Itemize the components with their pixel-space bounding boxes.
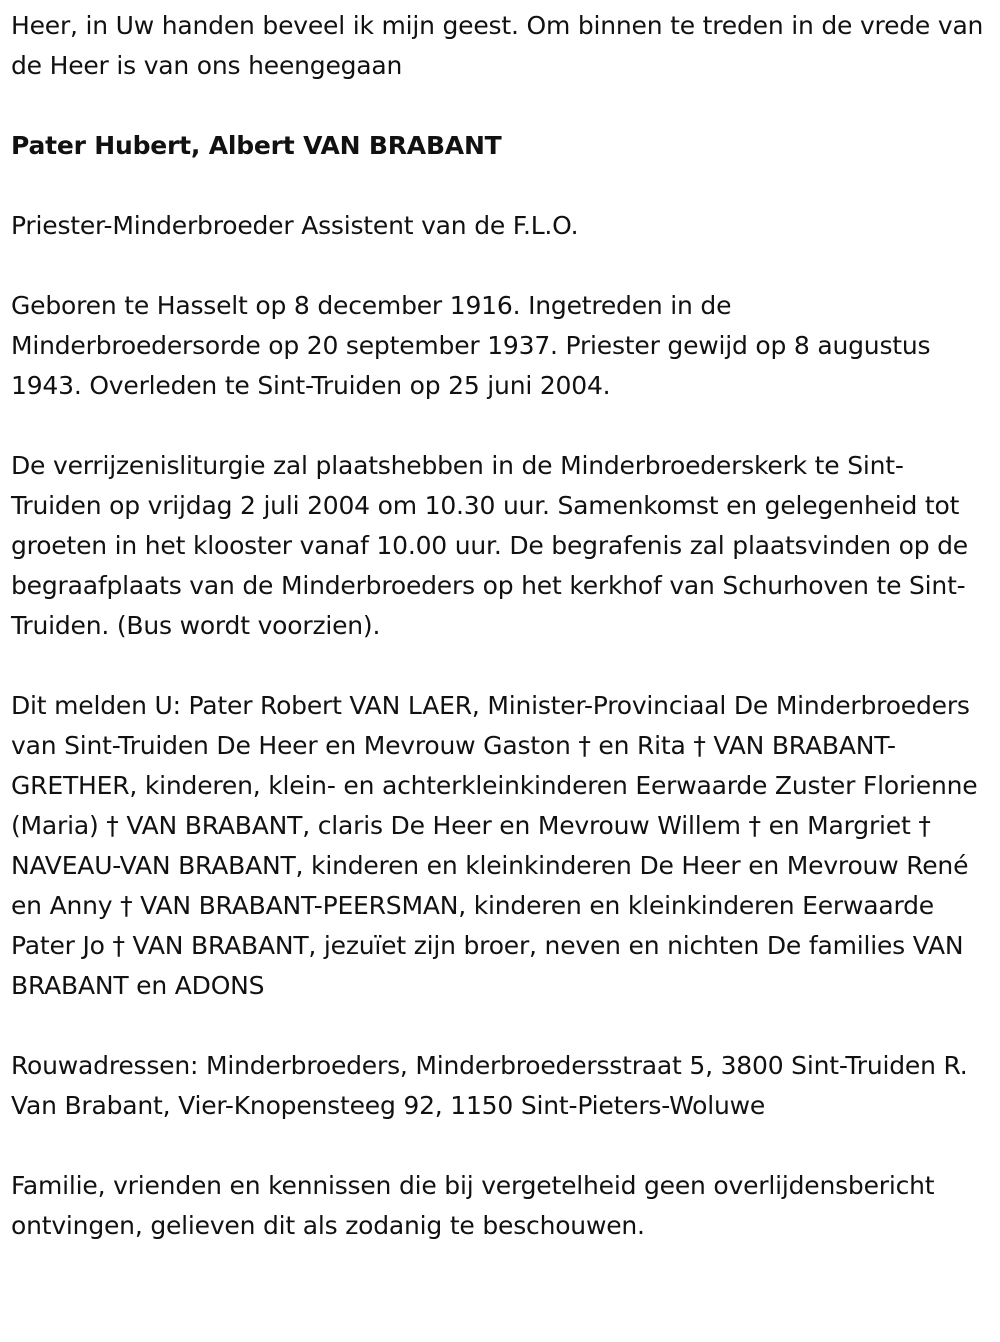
intro-paragraph: Heer, in Uw handen beveel ik mijn geest. Om binnen te treden in de vrede van de Heer is van ons heengegaan bbox=[11, 11, 984, 80]
deceased-title: Priester-Minderbroeder Assistent van de F.L.O. bbox=[11, 211, 579, 240]
deceased-name: Pater Hubert, Albert VAN BRABANT bbox=[11, 131, 502, 160]
closing-paragraph: Familie, vrienden en kennissen die bij vergetelheid geen overlijdensbericht ontvingen, gelieven dit als zodanig te beschouwen. bbox=[11, 1171, 935, 1240]
life-dates-paragraph: Geboren te Hasselt op 8 december 1916. Ingetreden in de Minderbroedersorde op 20 september 1937. Priester gewijd op 8 augustus 1943. Overleden te Sint-Truiden op 25 juni 2004. bbox=[11, 291, 931, 400]
announcers-paragraph: Dit melden U: Pater Robert VAN LAER, Minister-Provinciaal De Minderbroeders van Sint-Truiden De Heer en Mevrouw Gaston † en Rita † VAN BRABANT-GRETHER, kinderen, klein- en achterkleinkinderen Eerwaarde Zuster Florienne (Maria) † VAN BRABANT, claris De Heer en Mevrouw Willem † en Margriet † NAVEAU-VAN BRABANT, kinderen en kleinkinderen De Heer en Mevrouw René en Anny † VAN BRABANT-PEERSMAN, kinderen en kleinkinderen Eerwaarde Pater Jo † VAN BRABANT, jezuïet zijn broer, neven en nichten De families VAN BRABANT en ADONS bbox=[11, 691, 978, 1000]
addresses-paragraph: Rouwadressen: Minderbroeders, Minderbroedersstraat 5, 3800 Sint-Truiden R. Van Brabant, Vier-Knopensteeg 92, 1150 Sint-Pieters-Woluwe bbox=[11, 1051, 968, 1120]
funeral-paragraph: De verrijzenisliturgie zal plaatshebben in de Minderbroederskerk te Sint-Truiden op vrijdag 2 juli 2004 om 10.30 uur. Samenkomst en gelegenheid tot groeten in het klooster vanaf 10.00 uur. De begrafenis zal plaatsvinden op de begraafplaats van de Minderbroeders op het kerkhof van Schurhoven te Sint-Truiden. (Bus wordt voorzien). bbox=[11, 451, 968, 640]
obituary-document bbox=[11, 6, 986, 1246]
